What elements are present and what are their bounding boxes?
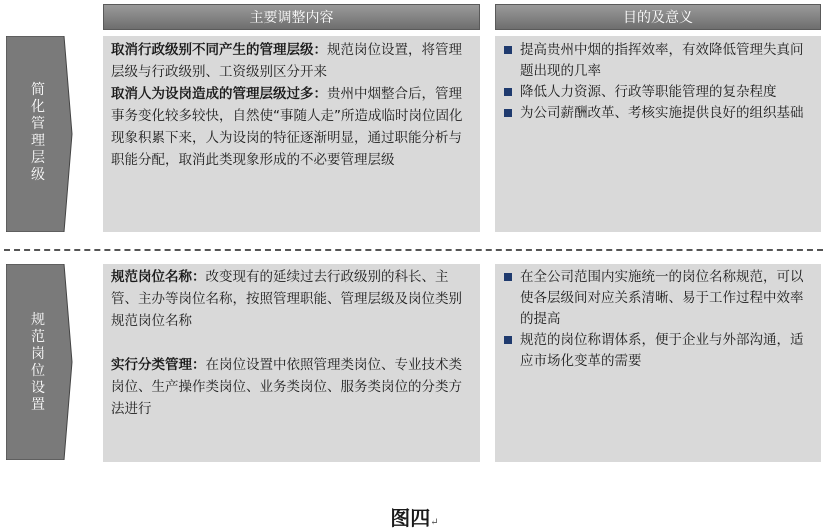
content-item xyxy=(111,354,472,420)
figure-caption xyxy=(0,502,829,531)
content-item-title: 取消人为设岗造成的管理层级过多： xyxy=(111,86,327,102)
purpose-panel-standardize-positions xyxy=(495,264,821,462)
content-item-text: 规范岗位设置，将管理层级与行政级别、工资级别区分开来 xyxy=(111,42,462,80)
purpose-bullet: 规范的岗位称谓体系，便于企业与外部沟通，适应市场化变革的需要 xyxy=(504,330,813,372)
section-divider xyxy=(4,249,823,251)
purpose-list xyxy=(504,40,813,124)
header-main-content: 主要调整内容 xyxy=(103,4,480,30)
content-panel-standardize-positions xyxy=(103,264,480,462)
content-item-title: 实行分类管理： xyxy=(111,357,206,373)
caption-text: 图四 xyxy=(390,506,431,530)
content-item xyxy=(111,83,472,171)
header-purpose: 目的及意义 xyxy=(495,4,821,30)
content-item-title: 取消行政级别不同产生的管理层级： xyxy=(111,42,327,58)
content-item-text: 改变现有的延续过去行政级别的科长、主管、主办等岗位名称，按照管理职能、管理层级及岗位类别规范岗位名称 xyxy=(111,269,462,329)
purpose-bullet: 降低人力资源、行政等职能管理的复杂程度 xyxy=(504,82,813,103)
content-item xyxy=(111,266,472,332)
content-item-title: 规范岗位名称： xyxy=(111,269,206,285)
purpose-bullet: 提高贵州中烟的指挥效率，有效降低管理失真问题出现的几率 xyxy=(504,40,813,82)
row-label-text: 简化管理层级 xyxy=(31,82,45,183)
content-panel-simplify-levels xyxy=(103,36,480,232)
purpose-bullet: 在全公司范围内实施统一的岗位名称规范，可以使各层级间对应关系清晰、易于工作过程中效率的提高 xyxy=(504,267,813,330)
content-item-text: 在岗位设置中依照管理类岗位、专业技术类岗位、生产操作类岗位、业务类岗位、服务类岗位的分类方法进行 xyxy=(111,357,462,417)
purpose-list xyxy=(504,267,813,372)
row-label-standardize-positions xyxy=(6,264,74,460)
content-item-text: 贵州中烟整合后，管理事务变化较多较快，自然使“事随人走”所造成临时岗位固化现象积累下来，人为设岗的特征逐渐明显，通过职能分析与职能分配，取消此类现象形成的不必要管理层级 xyxy=(111,86,463,168)
purpose-bullet: 为公司薪酬改革、考核实施提供良好的组织基础 xyxy=(504,103,813,124)
row-label-text: 规范岗位设置 xyxy=(31,312,45,413)
row-label-simplify-levels xyxy=(6,36,74,232)
paragraph-mark: ↵ xyxy=(430,517,439,528)
purpose-panel-simplify-levels xyxy=(495,36,821,232)
content-item xyxy=(111,39,472,83)
